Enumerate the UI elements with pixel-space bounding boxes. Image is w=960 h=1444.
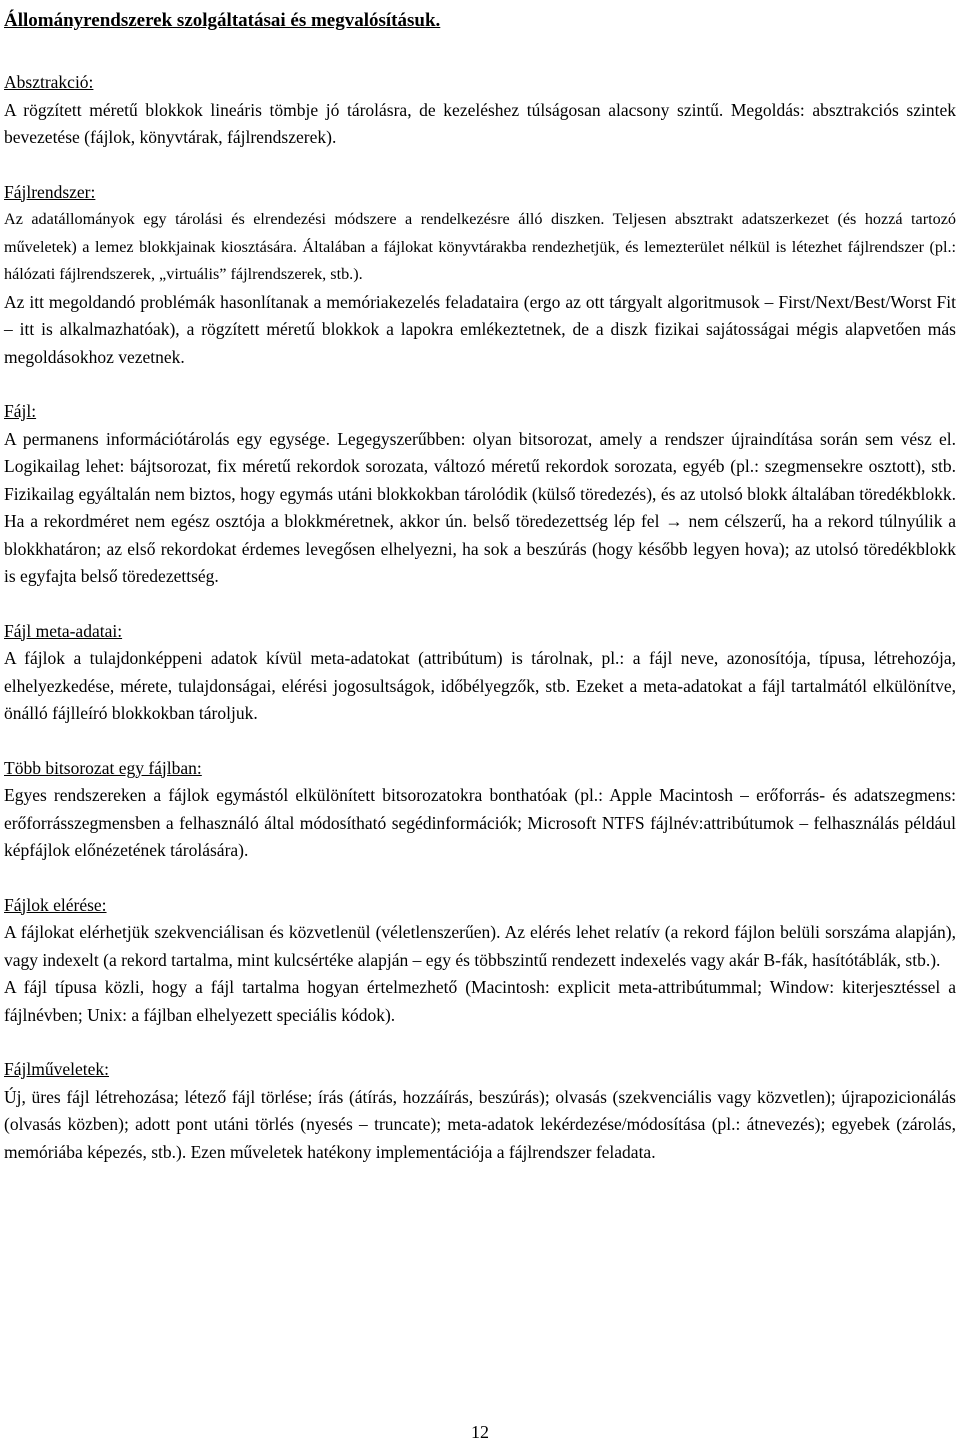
page-number: 12 xyxy=(471,1422,489,1442)
section-heading: Absztrakció: xyxy=(4,72,94,92)
section-paragraph: A rögzített méretű blokkok lineáris tömbje jó tárolásra, de kezeléshez túlságosan alacsony szintű. Megoldás: absztrakciós szintek bevezetése (fájlok, könyvtárak, fájlrendszerek). xyxy=(4,99,956,147)
section-heading: Fájl: xyxy=(4,401,37,421)
section-heading: Fájlműveletek: xyxy=(4,1059,109,1079)
section-paragraph: Új, üres fájl létrehozása; létező fájl törlése; írás (átírás, hozzáírás, beszúrás); olvasás (szekvenciális vagy közvetlen); újrapozicionálás (olvasás közben); adott pont utáni törlés (nyesés – truncate); meta-adatok lekérdezése/módosítása (pl.: átnevezés); egyebek (zárolás, memóriába képezés, stb.). Ezen műveletek hatékony implementációja a fájlrendszer feladata. xyxy=(4,1086,956,1162)
section-fajlrendszer xyxy=(4,179,956,372)
section-paragraph: A fájlok a tulajdonképpeni adatok kívül meta-adatokat (attribútum) is tárolnak, pl.: a fájl neve, azonosítója, típusa, létrehozója, elhelyezkedése, mérete, tulajdonságai, elérési jogosultságok, időbélyegzők, stb. Ezeket a meta-adatokat a fájl tartalmától elkülönítve, önálló fájlleíró blokkokban tároljuk. xyxy=(4,648,956,723)
section-heading: Fájlrendszer: xyxy=(4,181,96,202)
section-fajlmuveletek xyxy=(4,1056,956,1166)
document-page xyxy=(4,6,956,1193)
section-tobb-bitsorozat xyxy=(4,755,956,865)
section-fajlok-elerese xyxy=(4,892,956,1030)
section-absztrakcio xyxy=(4,69,956,152)
section-heading: Fájlok elérése: xyxy=(4,894,107,915)
section-paragraph: Egyes rendszereken a fájlok egymástól elkülönített bitsorozatokra bonthatóak (pl.: Apple Macintosh – erőforrás- és adatszegmens: erőforrásszegmensben a felhasználó által módosítható segédinformációk; Microsoft NTFS fájlnév:attribútumok – felhasználás például képfájlok előnézetének tárolására). xyxy=(4,785,956,860)
section-heading: Több bitsorozat egy fájlban: xyxy=(4,757,202,778)
section-fajl xyxy=(4,398,956,591)
section-paragraph: A permanens információtárolás egy egysége. Legegyszerűbben: olyan bitsorozat, amely a rendszer újraindítása során sem vész el. Logikailag lehet: bájtsorozat, fix méretű rekordok sorozata, változó méretű rekordok sorozata, egyéb (pl.: szegmensekre osztott), stb. Fizikailag egyáltalán nem biztos, hogy egymás utáni blokkokban tárolódik (külső töredezés), és az utolsó blokk általában töredékblokk. Ha a rekordméret nem egész osztója a blokkméretnek, akkor ún. belső töredezettség lép fel → nem célszerű, ha a rekord túlnyúlik a blokkhatáron; az első rekordokat érdemes levegősen elhelyezni, ha sok a beszúrás (hogy később legyen hova); az utolsó töredékblokk is egyfajta belső töredezettség. xyxy=(4,428,956,586)
section-paragraph: Az itt megoldandó problémák hasonlítanak a memóriakezelés feladataira (ergo az ott tárgyalt algoritmusok – First/Next/Best/Worst Fit – itt is alkalmazhatóak), a rögzített méretű blokkok a lapokra emlékeztetnek, de a diszk fizikai sajátosságai mégis alapvetően más megoldásokhoz vezetnek. xyxy=(4,291,956,367)
section-heading: Fájl meta-adatai: xyxy=(4,620,123,641)
document-title: Állományrendszerek szolgáltatásai és megvalósításuk. xyxy=(4,10,441,31)
section-fajl-meta-adatai xyxy=(4,618,956,728)
section-paragraph: A fájlokat elérhetjük szekvenciálisan és közvetlenül (véletlenszerűen). Az elérés lehet relatív (a rekord fájlon belüli sorszáma alapján), vagy indexelt (a rekord tartalma, mint kulcsértéke alapján – egy és többszintű rendezett indexelés vagy akár B-fák, hasítótáblák, stb.). xyxy=(4,922,956,970)
section-paragraph: A fájl típusa közli, hogy a fájl tartalma hogyan értelmezhető (Macintosh: explicit meta-attribútummal; Window: kiterjesztéssel a fájlnévben; Unix: a fájlban elhelyezett speciális kódok). xyxy=(4,977,956,1025)
section-paragraph: Az adatállományok egy tárolási és elrendezési módszere a rendelkezésre álló diszken. Teljesen absztrakt adatszerkezet (és hozzá tartozó műveletek) a lemez blokkjainak kiosztására. Általában a fájlokat könyvtárakba rendezhetjük, és lemezterület nélkül is létezhet fájlrendszer (pl.: hálózati fájlrendszerek, „virtuális” fájlrendszerek, stb.). xyxy=(4,210,956,283)
